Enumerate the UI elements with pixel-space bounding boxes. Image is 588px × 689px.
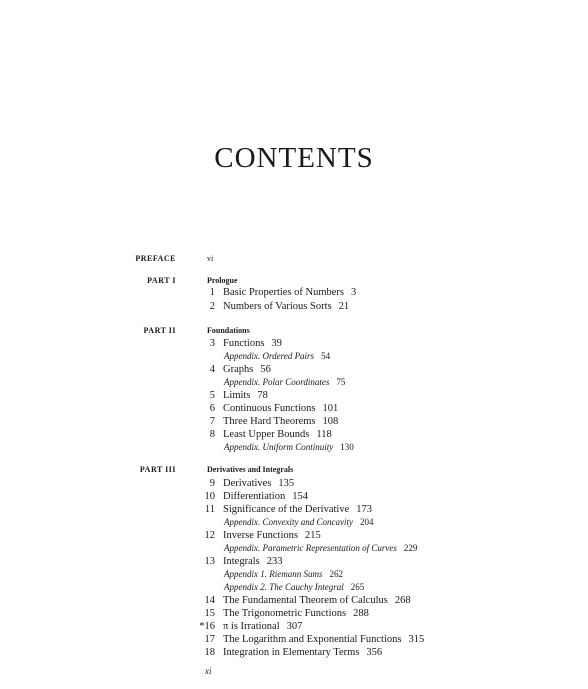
toc-entry[interactable] [190,490,308,503]
chapter-number: 1 [209,287,215,298]
toc-appendix[interactable] [224,376,345,388]
chapter-title: Significance of the Derivative [223,504,350,515]
chapter-title: Continuous Functions [223,403,316,414]
toc-entry[interactable] [190,633,424,646]
page-number: 173 [356,504,372,515]
toc-entry[interactable] [190,428,332,441]
toc-entry[interactable] [190,620,302,633]
page-number: 307 [286,621,303,632]
chapter-number: 4 [209,364,215,375]
page-number: 54 [321,351,331,361]
toc-entry[interactable] [190,646,382,659]
page-number: 21 [338,301,350,312]
chapter-number: 10 [204,491,215,502]
page-number: 75 [336,377,346,387]
page-number: 56 [260,364,271,375]
page-number: 265 [350,582,365,592]
toc-entry[interactable] [190,389,268,402]
chapter-number: 5 [209,390,215,401]
chapter-title: Graphs [223,364,254,375]
appendix-title: Appendix. Ordered Pairs [224,351,315,361]
chapter-number: 7 [209,416,215,427]
chapter-title: Functions [223,338,265,349]
chapter-number: 15 [204,608,215,619]
chapter-title: The Trigonometric Functions [223,608,347,619]
appendix-title: Appendix. Convexity and Concavity [224,517,353,527]
chapter-title: Differentiation [223,491,286,502]
chapter-number: 13 [204,556,215,567]
chapter-number: 11 [204,504,215,515]
toc-appendix[interactable] [224,441,354,453]
toc-appendix[interactable] [224,350,330,362]
page-number: 204 [359,517,374,527]
chapter-title: Least Upper Bounds [223,429,310,440]
preface-label: PREFACE [135,254,176,263]
toc-appendix[interactable] [224,516,373,528]
page-number: 108 [322,416,339,427]
toc-entry[interactable] [190,477,294,490]
page-number: 215 [304,530,321,541]
toc-entry[interactable] [190,402,338,415]
toc-entry[interactable] [190,337,282,350]
toc-entry[interactable] [190,529,321,542]
toc-entry[interactable] [190,594,411,607]
page-number: 130 [340,442,354,452]
chapter-title: π is Irrational [223,621,280,632]
chapter-title: Basic Properties of Numbers [223,287,345,298]
appendix-title: Appendix. Uniform Continuity [224,442,334,452]
chapter-title: Derivatives [223,478,272,489]
chapter-number: 17 [204,634,215,645]
chapter-number: 12 [204,530,215,541]
chapter-number: 8 [209,429,215,440]
chapter-number: 2 [209,301,215,312]
chapter-number: 3 [209,338,215,349]
toc-entry[interactable] [190,555,283,568]
toc-entry[interactable] [190,286,356,299]
appendix-title: Appendix 1. Riemann Sums [224,569,323,579]
part-label: PART II [143,326,176,335]
toc-entry[interactable] [190,607,369,620]
appendix-title: Appendix. Parametric Representation of Curves [224,543,397,553]
page-number: 39 [271,338,282,349]
page-number: 262 [329,569,343,579]
part-label: PART III [139,465,176,474]
chapter-title: The Fundamental Theorem of Calculus [223,595,388,606]
toc-entry[interactable] [190,415,338,428]
page-number: 135 [278,478,295,489]
appendix-title: Appendix 2. The Cauchy Integral [224,582,344,592]
page-number: 356 [366,647,383,658]
toc-entry[interactable] [190,363,271,376]
part-label: PART I [147,276,176,285]
chapter-title: Integrals [223,556,260,567]
chapter-title: Inverse Functions [223,530,298,541]
toc-appendix[interactable] [224,542,417,554]
toc-appendix[interactable] [224,568,343,580]
appendix-title: Appendix. Polar Coordinates [224,377,330,387]
preface-page: vi [207,254,214,263]
part-title: Derivatives and Integrals [207,465,294,474]
chapter-number: 14 [204,595,215,606]
toc-entry[interactable] [190,300,349,313]
page-number: 233 [266,556,283,567]
page-number: 288 [353,608,369,619]
page-number: 229 [403,543,418,553]
page-number: 3 [351,287,357,298]
page-folio: xi [205,666,212,676]
toc-appendix[interactable] [224,581,364,593]
chapter-title: Three Hard Theorems [223,416,316,427]
chapter-title: The Logarithm and Exponential Functions [223,634,402,645]
chapter-number: *16 [199,621,215,632]
page-number: 154 [292,491,308,502]
chapter-title: Numbers of Various Sorts [223,301,332,312]
part-title: Foundations [207,326,250,335]
page-number: 268 [394,595,411,606]
page-number: 315 [408,634,425,645]
chapter-number: 9 [209,478,215,489]
chapter-number: 18 [204,647,215,658]
page-number: 101 [322,403,339,414]
page-number: 78 [257,390,268,401]
toc-entry[interactable] [190,503,372,516]
page-number: 118 [316,429,332,440]
chapter-title: Limits [223,390,251,401]
chapter-title: Integration in Elementary Terms [223,647,360,658]
chapter-number: 6 [209,403,215,414]
part-title: Prologue [207,276,238,285]
page-title: CONTENTS [214,142,374,174]
